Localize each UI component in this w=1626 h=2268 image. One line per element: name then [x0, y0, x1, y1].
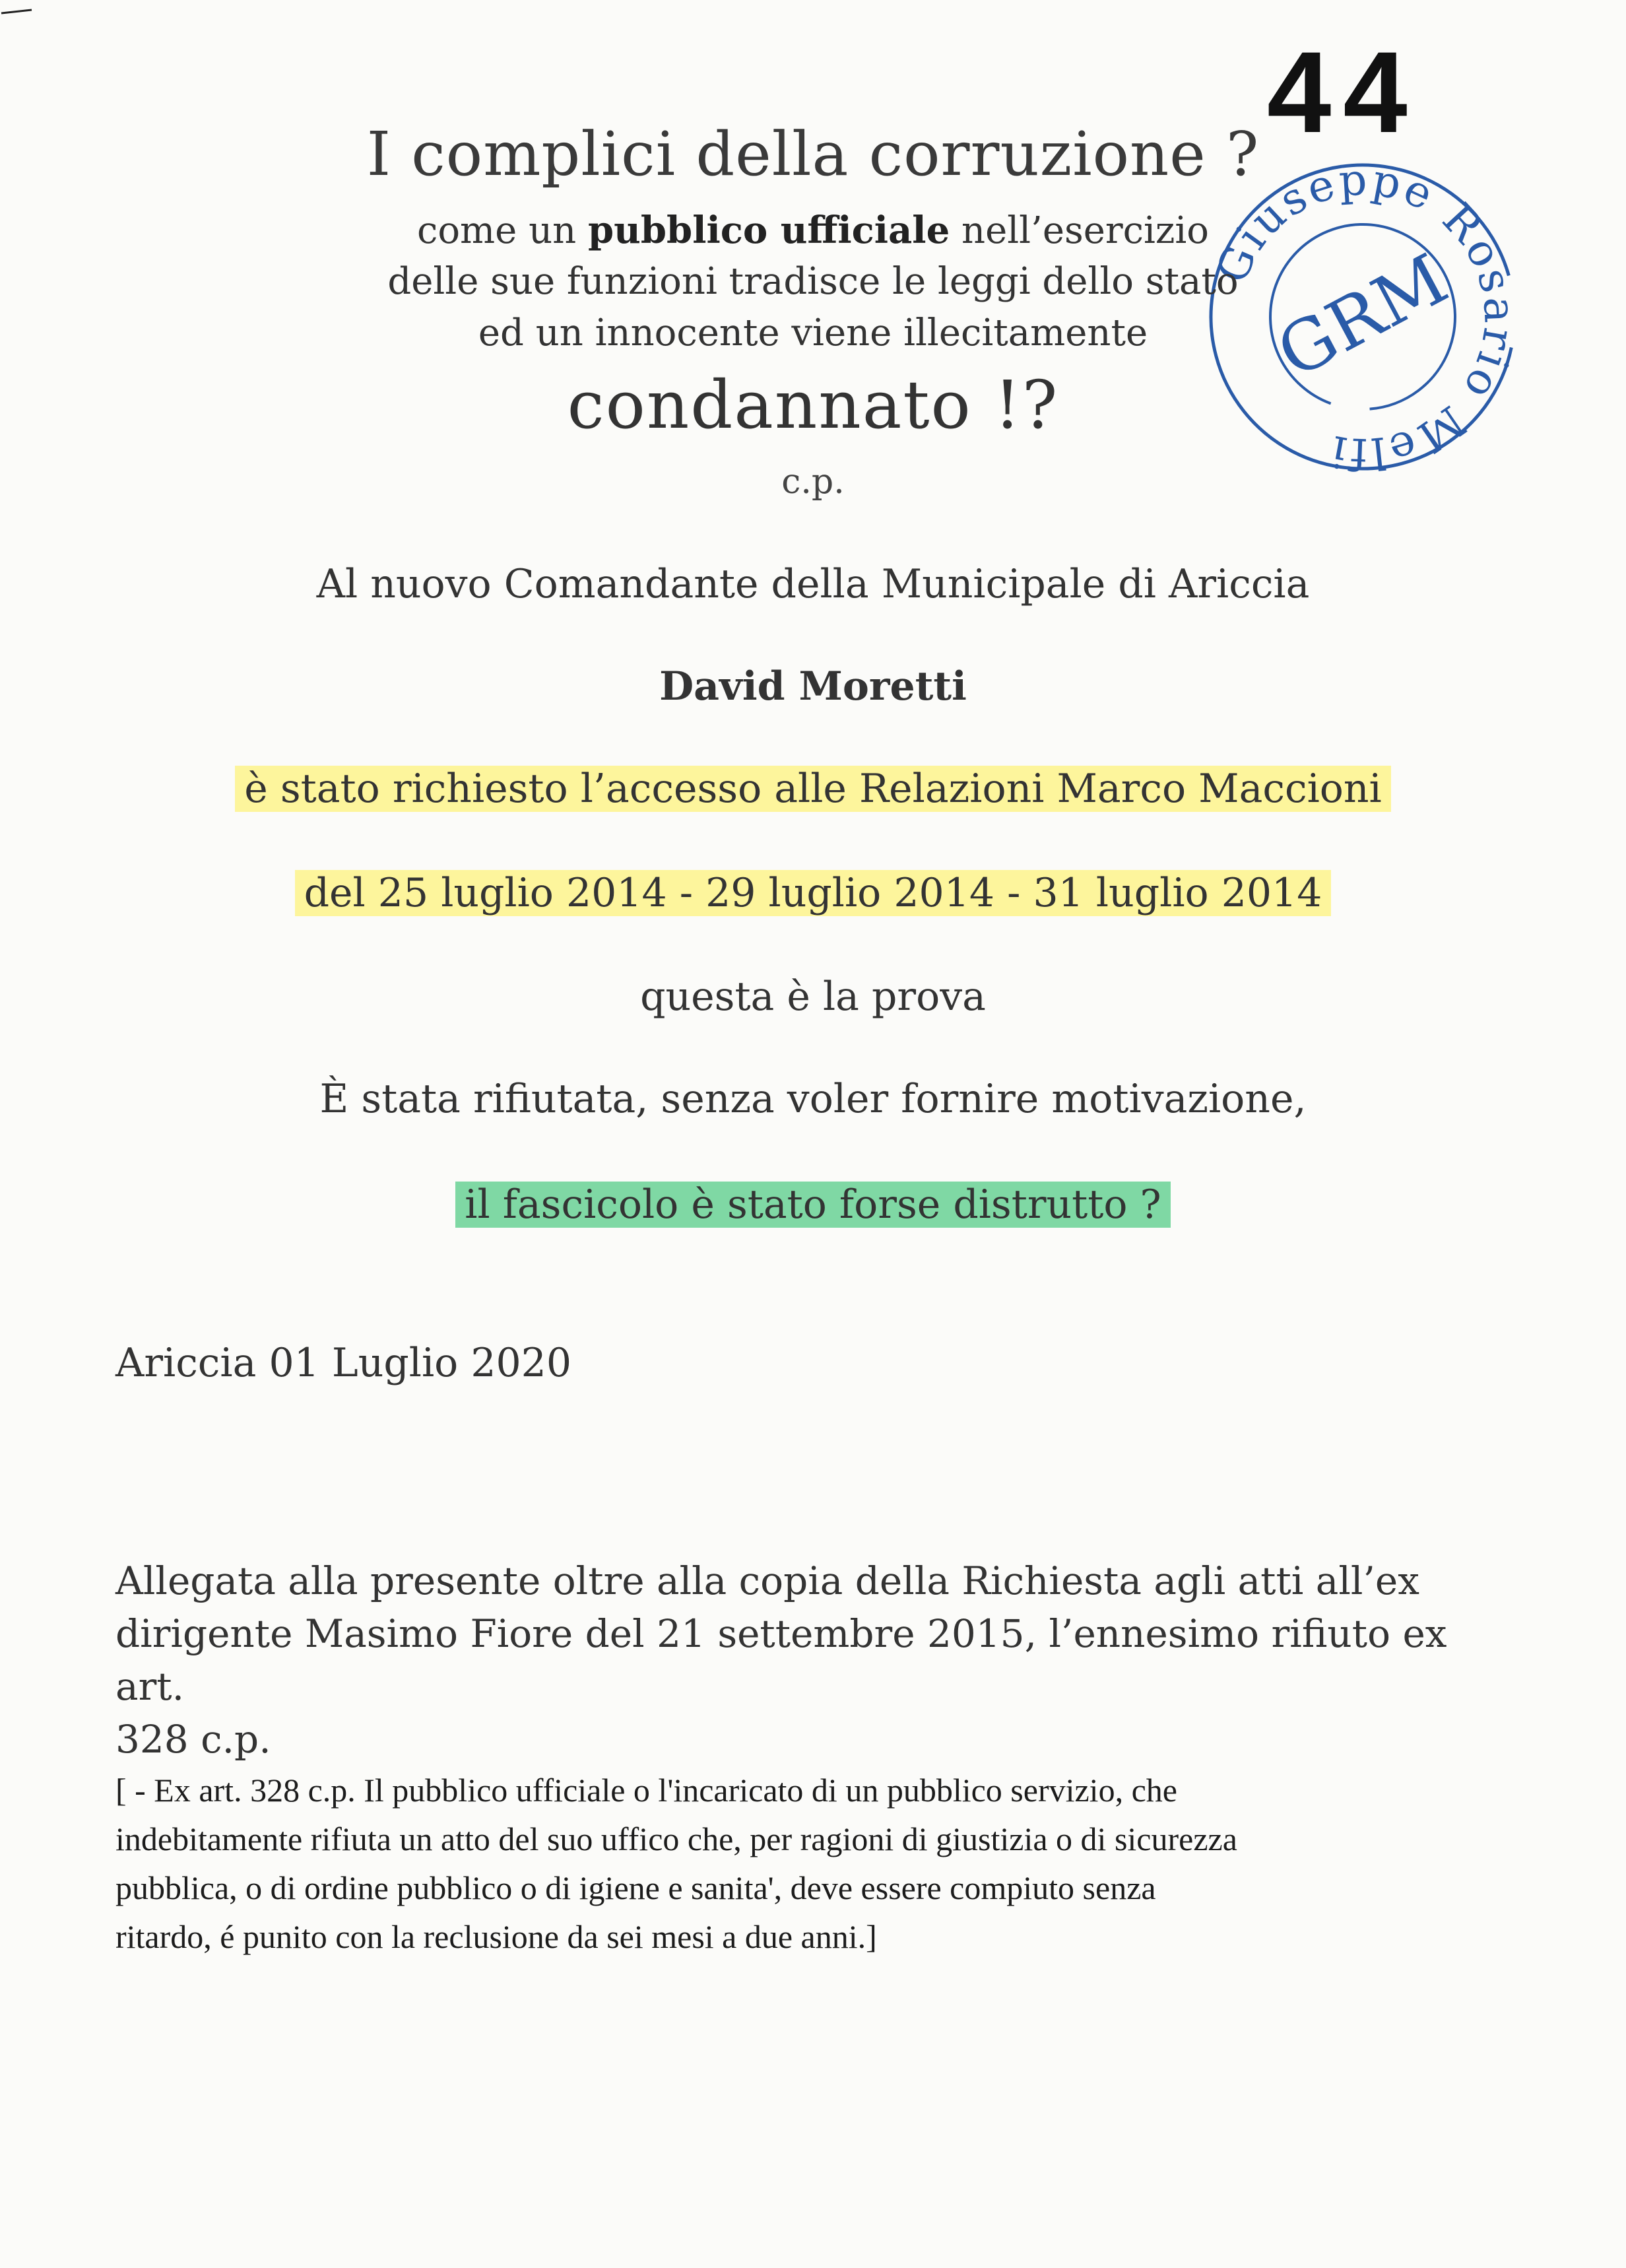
subtitle-line-3: ed un innocente viene illecitamente: [478, 312, 1148, 354]
page-number: 44: [1267, 28, 1419, 157]
highlighted-request: è stato richiesto l’accesso alle Relazioni Marco Maccioni: [235, 766, 1390, 812]
destroyed-line: [0, 1182, 1626, 1228]
subtitle-text: come un: [416, 209, 589, 252]
law-quote-line: pubblica, o di ordine pubblico o di igiene e sanita', deve essere compiuto senza: [115, 1869, 1156, 1906]
corner-mark: [0, 5, 33, 12]
stamp-monogram: GRM: [1264, 238, 1460, 394]
subtitle-line-1: [0, 205, 1626, 257]
place-date: Ariccia 01 Luglio 2020: [115, 1340, 572, 1386]
law-quote-line: indebitamente rifiuta un atto del suo uffico che, per ragioni di giustizia o di sicurezza: [115, 1820, 1237, 1857]
request-line: [0, 766, 1626, 812]
headline: condannato !?: [567, 366, 1059, 444]
dates-line: [0, 870, 1626, 916]
law-quote: [115, 1766, 1475, 1961]
attachment-paragraph: [115, 1554, 1475, 1766]
proof-line: questa è la prova: [640, 974, 986, 1020]
law-quote-line: [ - Ex art. 328 c.p. Il pubblico ufficiale o l'incaricato di un pubblico servizio, che: [115, 1772, 1177, 1809]
subtitle-line-2: delle sue funzioni tradisce le leggi dello stato: [387, 260, 1239, 303]
recipient-name: David Moretti: [659, 663, 967, 710]
document-title: I complici della corruzione ?: [366, 119, 1260, 189]
attachment-line: Allegata alla presente oltre alla copia della Richiesta agli atti all’ex: [115, 1558, 1419, 1603]
attachment-line: dirigente Masimo Fiore del 21 settembre 2015, l’ennesimo rifiuto ex art.: [115, 1611, 1447, 1709]
law-quote-line: ritardo, é punito con la reclusione da sei mesi a due anni.]: [115, 1918, 877, 1955]
highlighted-dates: del 25 luglio 2014 - 29 luglio 2014 - 31 luglio 2014: [295, 870, 1332, 916]
highlighted-destroyed: il fascicolo è stato forse distrutto ?: [455, 1182, 1170, 1228]
cp-label: c.p.: [781, 462, 845, 502]
attachment-line: 328 c.p.: [115, 1717, 271, 1762]
stamp-ring-text: Giuseppe Rosario Melfi: [1206, 154, 1526, 480]
subtitle-text: nell’esercizio: [950, 209, 1210, 252]
addressee: Al nuovo Comandante della Municipale di Ariccia: [316, 561, 1310, 607]
subtitle-bold: pubblico ufficiale: [588, 209, 950, 252]
refused-line: È stata rifiutata, senza voler fornire motivazione,: [319, 1076, 1307, 1122]
